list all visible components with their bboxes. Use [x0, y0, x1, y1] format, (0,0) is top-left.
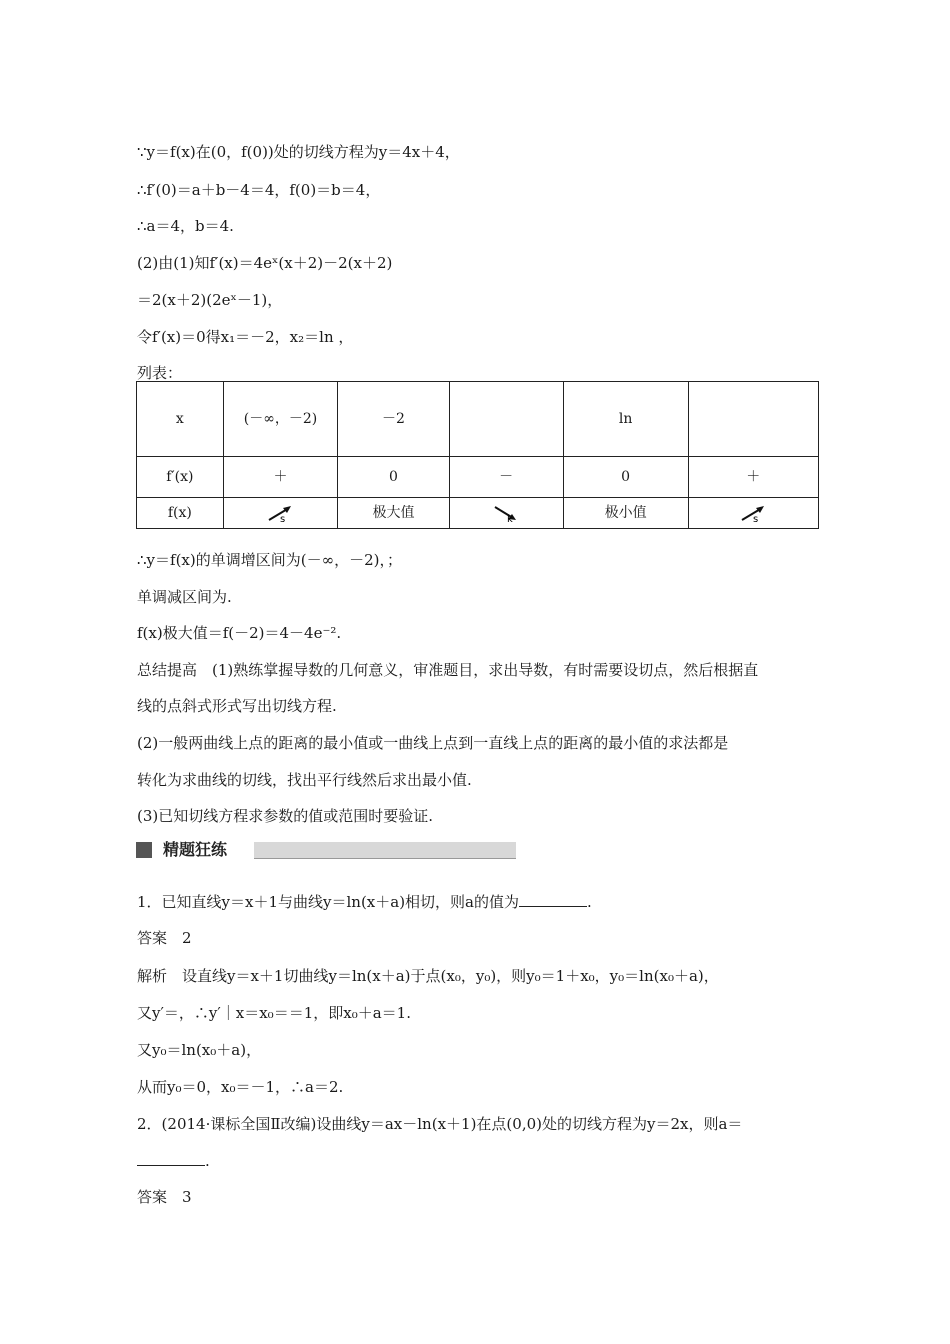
answer-blank: [137, 1151, 205, 1166]
section-title: 精题狂练: [163, 840, 228, 859]
section-bar: [254, 842, 516, 859]
table-caption: 列表：: [137, 364, 183, 382]
summary-line-1: 总结提高 (1)熟练掌握导数的几何意义，审准题目，求出导数，有时需要设切点，然后根据直: [137, 661, 759, 679]
text-line-3: ∴a＝4，b＝4.: [137, 217, 234, 235]
summary-line-2: 线的点斜式形式写出切线方程.: [137, 697, 337, 715]
exercise-1-analysis-2: 又y′＝，∴y′｜x＝x₀＝＝1，即x₀＋a＝1.: [137, 1004, 411, 1022]
exercise-1-answer: 答案 2: [137, 929, 192, 947]
exercise-2-answer: 答案 3: [137, 1188, 192, 1206]
section-square-icon: [136, 842, 152, 858]
table-cell: －: [449, 457, 563, 498]
svg-text:s: s: [280, 514, 286, 523]
table-row: [137, 498, 819, 529]
text-line-6: 令f′(x)＝0得x₁＝－2，x₂＝ln ，: [137, 328, 354, 346]
svg-text:k: k: [507, 514, 513, 523]
exercise-2-question: 2．(2014·课标全国Ⅱ改编)设曲线y＝ax－ln(x＋1)在点(0,0)处的切线方程为y＝2x，则a＝: [137, 1115, 743, 1133]
summary-line-5: (3)已知切线方程求参数的值或范围时要验证.: [137, 807, 434, 825]
table-cell: 极大值: [338, 498, 449, 529]
arrow-down-icon: [491, 503, 521, 523]
arrow-up-icon: [265, 503, 295, 523]
table-cell: 0: [338, 457, 449, 498]
text-line-2: ∴f′(0)＝a＋b－4＝4，f(0)＝b＝4，: [137, 181, 381, 199]
variation-table: [136, 381, 819, 529]
table-cell: －2: [338, 382, 449, 457]
table-cell: f′(x): [137, 457, 224, 498]
text-line-max-value: f(x)极大值＝f(－2)＝4－4e⁻².: [137, 624, 342, 642]
table-cell: x: [137, 382, 224, 457]
table-cell: [449, 498, 563, 529]
table-cell: 极小值: [563, 498, 688, 529]
question-text: 1．已知直线y＝x＋1与曲线y＝ln(x＋a)相切，则a的值为: [137, 893, 520, 911]
table-cell: [688, 498, 818, 529]
exercise-2-blank-line: .: [137, 1151, 210, 1171]
exercise-1-question: 1．已知直线y＝x＋1与曲线y＝ln(x＋a)相切，则a的值为 .: [137, 893, 592, 911]
table-cell: ＋: [223, 457, 338, 498]
svg-text:s: s: [753, 514, 759, 523]
table-cell: [688, 382, 818, 457]
table-cell: ＋: [688, 457, 818, 498]
exercise-1-analysis-3: 又y₀＝ln(x₀＋a)，: [137, 1041, 262, 1059]
table-cell: f(x): [137, 498, 224, 529]
summary-line-3: (2)一般两曲线上点的距离的最小值或一曲线上点到一直线上点的距离的最小值的求法都是: [137, 734, 729, 752]
exercise-1-analysis-4: 从而y₀＝0，x₀＝－1，∴a＝2.: [137, 1078, 344, 1096]
exercise-1-analysis-1: 解析 设直线y＝x＋1切曲线y＝ln(x＋a)于点(x₀，y₀)，则y₀＝1＋x₀，y₀＝ln(x₀＋a)，: [137, 967, 719, 985]
section-header: [136, 840, 516, 860]
text-line-increasing: ∴y＝f(x)的单调增区间为(－∞，－2)，；: [137, 551, 402, 569]
table-row: [137, 382, 819, 457]
text-line-4: (2)由(1)知f′(x)＝4eˣ(x＋2)－2(x＋2): [137, 254, 393, 272]
answer-blank: [519, 892, 587, 907]
table-cell: [223, 498, 338, 529]
text-line-decreasing: 单调减区间为.: [137, 588, 232, 606]
table-cell: [449, 382, 563, 457]
text-line-5: ＝2(x＋2)(2eˣ－1)，: [137, 291, 283, 309]
summary-line-4: 转化为求曲线的切线，找出平行线然后求出最小值.: [137, 771, 472, 789]
table-cell: ln: [563, 382, 688, 457]
table-row: [137, 457, 819, 498]
table-cell: 0: [563, 457, 688, 498]
text-line-1: ∵y＝f(x)在(0，f(0))处的切线方程为y＝4x＋4，: [137, 143, 460, 161]
table-cell: (－∞，－2): [223, 382, 338, 457]
arrow-up-icon: [738, 503, 768, 523]
